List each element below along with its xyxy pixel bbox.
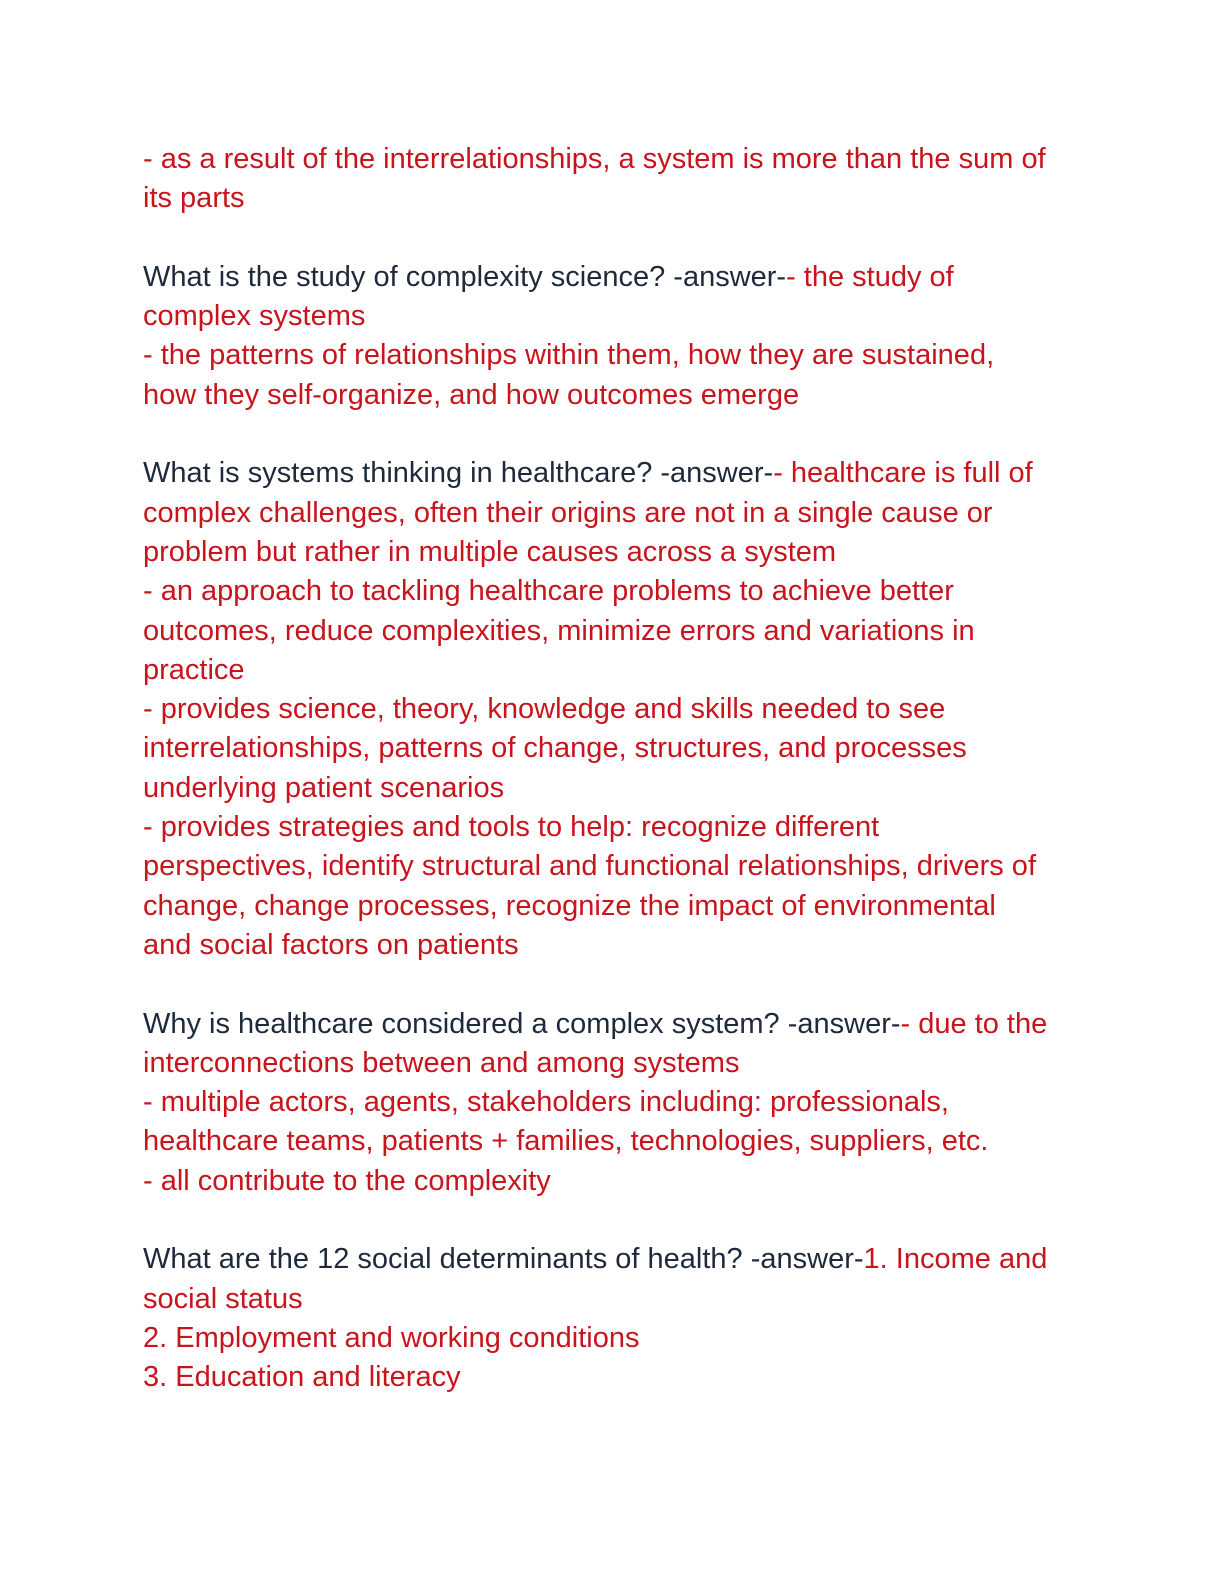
text-line bbox=[143, 926, 1088, 965]
text-line bbox=[143, 1122, 1088, 1161]
text-line bbox=[143, 887, 1088, 926]
answer-text: its parts bbox=[143, 182, 245, 215]
answer-text: outcomes, reduce complexities, minimize errors and variations in bbox=[143, 614, 975, 647]
text-line bbox=[143, 533, 1088, 572]
answer-text: - healthcare is full of bbox=[773, 457, 1033, 490]
question-text: What is the study of complexity science? -answer- bbox=[143, 260, 787, 293]
text-line bbox=[143, 1162, 1088, 1201]
text-line bbox=[143, 1083, 1088, 1122]
text-line bbox=[143, 1005, 1088, 1044]
text-line bbox=[143, 1280, 1088, 1319]
text-line bbox=[143, 297, 1088, 336]
answer-text: how they self-organize, and how outcomes emerge bbox=[143, 378, 800, 411]
answer-text: - provides science, theory, knowledge and skills needed to see bbox=[143, 693, 946, 726]
answer-text: 1. Income and bbox=[863, 1243, 1048, 1276]
text-line bbox=[143, 494, 1088, 533]
text-line bbox=[143, 1044, 1088, 1083]
question-text: What are the 12 social determinants of health? -answer- bbox=[143, 1243, 864, 1276]
text-line bbox=[143, 808, 1088, 847]
text-line bbox=[143, 1358, 1088, 1397]
answer-text: 3. Education and literacy bbox=[143, 1361, 461, 1394]
text-line bbox=[143, 612, 1088, 651]
paragraph-gap bbox=[143, 965, 1088, 1004]
answer-text: practice bbox=[143, 653, 245, 686]
answer-text: underlying patient scenarios bbox=[143, 771, 505, 804]
text-line bbox=[143, 729, 1088, 768]
answer-text: change, change processes, recognize the impact of environmental bbox=[143, 889, 996, 922]
text-line bbox=[143, 690, 1088, 729]
answer-text: complex challenges, often their origins are not in a single cause or bbox=[143, 496, 993, 529]
answer-text: and social factors on patients bbox=[143, 928, 519, 961]
text-line bbox=[143, 454, 1088, 493]
answer-text: interrelationships, patterns of change, structures, and processes bbox=[143, 732, 967, 765]
paragraph-gap bbox=[143, 219, 1088, 258]
answer-text: - multiple actors, agents, stakeholders including: professionals, bbox=[143, 1086, 949, 1119]
qa-block bbox=[143, 1005, 1088, 1201]
text-line bbox=[143, 1240, 1088, 1279]
paragraph-gap bbox=[143, 1201, 1088, 1240]
question-text: What is systems thinking in healthcare? -answer- bbox=[143, 457, 774, 490]
answer-text: interconnections between and among systems bbox=[143, 1046, 740, 1079]
answer-text: - due to the bbox=[900, 1007, 1048, 1040]
answer-text: - all contribute to the complexity bbox=[143, 1164, 551, 1197]
answer-text: 2. Employment and working conditions bbox=[143, 1321, 640, 1354]
answer-text: problem but rather in multiple causes across a system bbox=[143, 535, 837, 568]
qa-block bbox=[143, 140, 1088, 219]
text-line bbox=[143, 179, 1088, 218]
answer-text: - provides strategies and tools to help: recognize different bbox=[143, 811, 880, 844]
qa-block bbox=[143, 454, 1088, 965]
answer-text: - as a result of the interrelationships, a system is more than the sum of bbox=[143, 143, 1046, 175]
paragraph-gap bbox=[143, 415, 1088, 454]
text-line bbox=[143, 376, 1088, 415]
document-body bbox=[143, 140, 1088, 1398]
qa-block bbox=[143, 258, 1088, 415]
qa-block bbox=[143, 1240, 1088, 1397]
question-text: Why is healthcare considered a complex system? -answer- bbox=[143, 1007, 901, 1040]
answer-text: perspectives, identify structural and functional relationships, drivers of bbox=[143, 850, 1036, 883]
answer-text: - an approach to tackling healthcare problems to achieve better bbox=[143, 575, 954, 608]
answer-text: social status bbox=[143, 1282, 303, 1315]
answer-text: - the patterns of relationships within them, how they are sustained, bbox=[143, 339, 995, 372]
text-line bbox=[143, 140, 1088, 179]
text-line bbox=[143, 336, 1088, 375]
text-line bbox=[143, 1319, 1088, 1358]
answer-text: healthcare teams, patients + families, technologies, suppliers, etc. bbox=[143, 1125, 989, 1158]
text-line bbox=[143, 847, 1088, 886]
text-line bbox=[143, 651, 1088, 690]
answer-text: complex systems bbox=[143, 300, 366, 333]
text-line bbox=[143, 769, 1088, 808]
answer-text: - the study of bbox=[786, 260, 954, 293]
text-line bbox=[143, 572, 1088, 611]
text-line bbox=[143, 258, 1088, 297]
